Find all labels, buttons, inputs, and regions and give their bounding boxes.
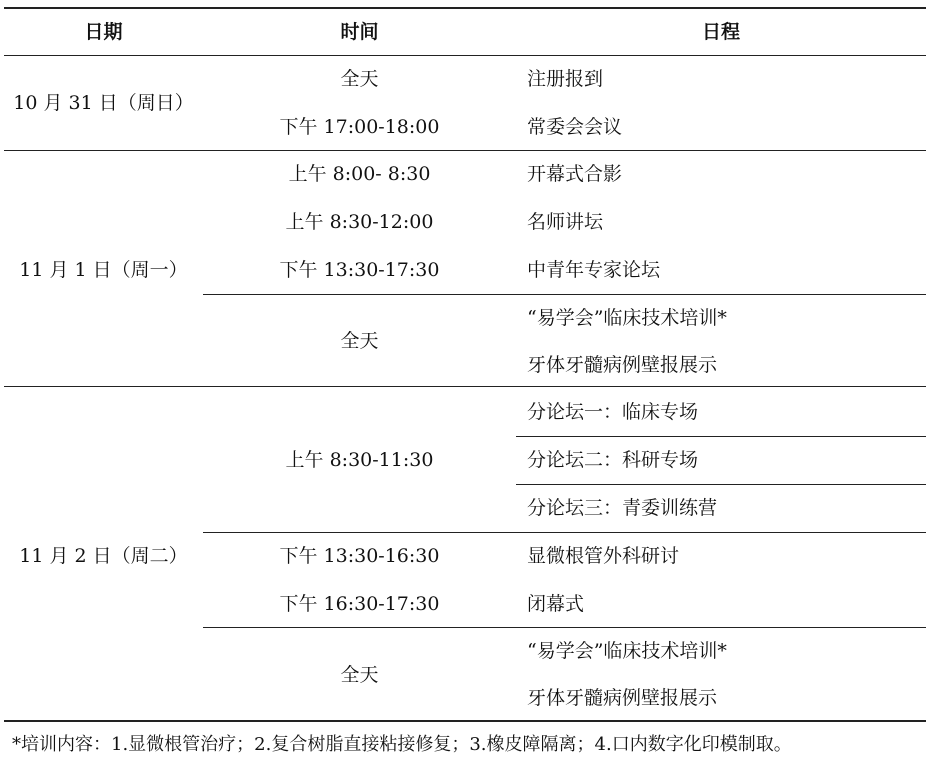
forum2-rule [516, 484, 926, 485]
table-top-rule [4, 7, 926, 9]
day3-allday-rule [203, 627, 926, 628]
footnote: *培训内容：1.显微根管治疗；2.复合树脂直接粘接修复；3.橡皮障隔离；4.口内数字化印模制取。 [12, 734, 792, 755]
header-date: 日期 [84, 21, 123, 43]
day2-allday-item: “易学会”临床技术培训* [527, 307, 727, 329]
day3-session2-item: 显微根管外科研讨 [527, 545, 680, 567]
day2-date: 11 月 1 日（周一） [19, 259, 188, 281]
day2-session2-time: 上午 8:30-12:00 [285, 211, 434, 233]
day2-end-rule [4, 386, 926, 387]
day3-allday-time: 全天 [340, 664, 379, 686]
day2-session2-item: 名师讲坛 [527, 211, 604, 233]
day3-forum3-item: 分论坛三：青委训练营 [527, 497, 718, 519]
header-rule [4, 55, 926, 56]
day1-session2-time: 下午 17:00-18:00 [279, 116, 440, 138]
header-time: 时间 [340, 21, 379, 43]
day1-session1-item: 注册报到 [527, 68, 604, 90]
day2-allday-rule [203, 294, 926, 295]
day1-end-rule [4, 150, 926, 151]
day3-forum2-item: 分论坛二：科研专场 [527, 449, 699, 471]
day3-session3-time: 下午 16:30-17:30 [279, 593, 440, 615]
day3-forum1-item: 分论坛一：临床专场 [527, 401, 699, 423]
table-bottom-rule [4, 720, 926, 722]
day2-allday-item2: 牙体牙髓病例壁报展示 [527, 354, 718, 376]
day3-session2-time: 下午 13:30-16:30 [279, 545, 440, 567]
day1-session1-time: 全天 [340, 68, 379, 90]
day3-date: 11 月 2 日（周二） [19, 545, 188, 567]
day1-date: 10 月 31 日（周日） [13, 92, 194, 114]
morning-end-rule [203, 532, 926, 533]
day2-allday-time: 全天 [340, 330, 379, 352]
day3-session3-item: 闭幕式 [527, 593, 585, 615]
day2-session3-time: 下午 13:30-17:30 [279, 259, 440, 281]
day2-session1-time: 上午 8:00- 8:30 [288, 163, 431, 185]
day1-session2-item: 常委会会议 [527, 116, 623, 138]
day3-morning-time: 上午 8:30-11:30 [285, 449, 434, 471]
day2-session3-item: 中青年专家论坛 [527, 259, 661, 281]
header-agenda: 日程 [701, 21, 740, 43]
day3-allday-item2: 牙体牙髓病例壁报展示 [527, 687, 718, 709]
day2-session1-item: 开幕式合影 [527, 163, 623, 185]
day3-allday-item: “易学会”临床技术培训* [527, 640, 727, 662]
forum1-rule [516, 436, 926, 437]
